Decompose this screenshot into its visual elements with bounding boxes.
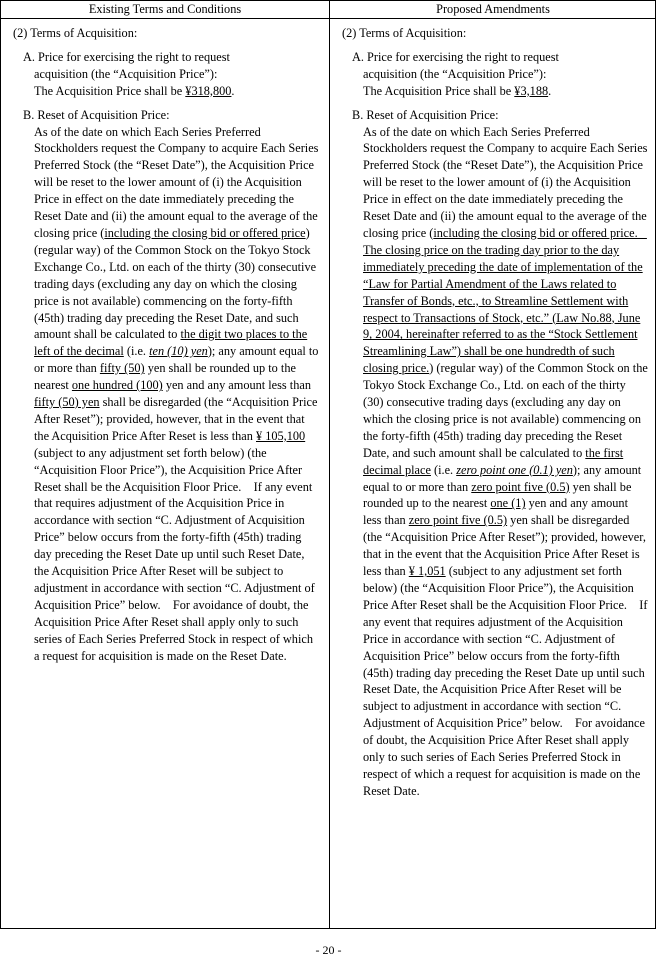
header-proposed: Proposed Amendments: [436, 2, 550, 16]
header-existing: Existing Terms and Conditions: [88, 2, 242, 16]
existing-b-underline-6: fifty (50) yen: [34, 395, 100, 410]
existing-b-text-8: (subject to any adjustment set forth below) (the “Acquisition Floor Price”), the Acquisition Price After Reset shall be the Acquisition Floor Price. If any event that requires adjustment of the Acquisition Price in accordance with section “C. Adjustment of Acquisition Price” below occurs from the forty-fifth (45th) trading day preceding the Reset Date up until such Reset Date, the Acquisition Price After Reset will be subject to adjustment in accordance with section “C. Adjustment of Acquisition Price” below. For avoidance of doubt, the Acquisition Price After Reset shall apply only to such series of Each Series Preferred Stock in respect of which a request for acquisition is made on the Reset Date.: [34, 445, 315, 663]
existing-b-underline-3: [149, 344, 208, 358]
existing-b-underline-7: ¥ 105,100: [256, 428, 306, 443]
existing-terms-column: [13, 25, 319, 665]
proposed-b-underline-4: zero point five (0.5): [471, 479, 570, 494]
existing-b-text-6: yen and any amount less than: [162, 378, 311, 393]
existing-b-italic-3: ten (10) yen: [149, 344, 208, 359]
proposed-b-underline-2: the first decimal place: [363, 445, 624, 477]
proposed-b-label: B. Reset of Acquisition Price:: [352, 107, 499, 122]
proposed-section-title: (2) Terms of Acquisition:: [342, 26, 467, 40]
proposed-a-price-text: The Acquisition Price shall be: [363, 83, 515, 98]
proposed-b-underline-5: one (1): [490, 496, 526, 511]
existing-b-label: B. Reset of Acquisition Price:: [23, 107, 170, 122]
existing-b-text-1: As of the date on which Each Series Preferred Stockholders request the Company to acquire Each Series Preferred Stock (the “Reset Date”), the Acquisition Price will be reset to the lower amount of (i) the Acquisition Price in effect on the date immediately preceding the Reset Date and (ii) the amount equal to the average of the closing price (: [34, 124, 319, 240]
proposed-a-price: ¥3,188: [514, 83, 549, 98]
proposed-item-a: [352, 49, 648, 100]
existing-a-line3: [34, 83, 319, 100]
existing-b-underline-4: fifty (50): [99, 361, 145, 376]
existing-a-period: .: [231, 83, 235, 98]
proposed-b-text-5: yen shall be rounded up to the nearest: [363, 479, 632, 511]
existing-item-a: [23, 49, 319, 100]
proposed-b-text-1: As of the date on which Each Series Preferred Stockholders request the Company to acquire Each Series Preferred Stock (the “Reset Date”), the Acquisition Price will be reset to the lower amount of (i) the Acquisition Price in effect on the date immediately preceding the Reset Date and (ii) the amount equal to the average of the closing price (: [363, 124, 648, 240]
existing-section-title: (2) Terms of Acquisition:: [13, 26, 138, 40]
proposed-b-underline-6: zero point five (0.5): [408, 513, 508, 528]
proposed-a-line3: [363, 83, 648, 100]
existing-b-underline-1: including the closing bid or offered price: [104, 225, 306, 240]
existing-a-price: ¥318,800: [185, 83, 232, 98]
existing-a-line2: acquisition (the “Acquisition Price”):: [34, 66, 218, 81]
existing-b-text-7: shall be disregarded (the “Acquisition Price After Reset”); provided, however, that in the event that the Acquisition Price After Reset is less than: [34, 395, 318, 443]
proposed-amendments-column: [342, 25, 648, 800]
proposed-item-b: [352, 107, 648, 800]
proposed-a-label: A. Price for exercising the right to request: [352, 49, 559, 64]
proposed-b-underline-7: ¥ 1,051: [408, 564, 446, 579]
existing-b-text-2: ) (regular way) of the Common Stock on the Tokyo Stock Exchange Co., Ltd. on each of the thirty (30) consecutive trading days (excluding any day on which the closing price is not available) commencing on the forty-fifth (45th) trading day preceding the Reset Date, and such amount shall be calculated to: [34, 225, 317, 342]
proposed-b-text-8: (subject to any adjustment set forth below) (the “Acquisition Floor Price”), the Acquisition Price After Reset shall be the Acquisition Floor Price. If any event that requires adjustment of the Acquisition Price in accordance with section “C. Adjustment of Acquisition Price” below occurs from the forty-fifth (45th) trading day preceding the Reset Date up until such Reset Date, the Acquisition Price After Reset will be subject to adjustment in accordance with section “C. Adjustment of Acquisition Price” below. For avoidance of doubt, the Acquisition Price After Reset shall apply only to such series of Each Series Preferred Stock in respect of which a request for acquisition is made on the Reset Date.: [363, 564, 648, 798]
proposed-b-body: [363, 124, 648, 800]
proposed-a-period: .: [548, 83, 552, 98]
proposed-b-underline-3: [456, 463, 573, 477]
proposed-b-text-4: ); any amount equal to or more than: [363, 462, 642, 494]
proposed-b-italic-3: zero point one (0.1) yen: [456, 462, 573, 477]
existing-b-underline-2: the digit two places to the left of the decimal: [34, 327, 308, 359]
existing-b-body: [34, 124, 319, 665]
existing-b-text-5: yen shall be rounded up to the nearest: [34, 361, 296, 393]
existing-a-label: A. Price for exercising the right to request: [23, 49, 230, 64]
table-header-row: [1, 1, 655, 19]
proposed-b-text-7: yen shall be disregarded (the “Acquisition Price After Reset”); provided, however, that in the event that the Acquisition Price After Reset is less than: [363, 513, 646, 579]
existing-b-text-4: ); any amount equal to or more than: [34, 344, 319, 376]
existing-a-price-text: The Acquisition Price shall be: [34, 83, 186, 98]
proposed-a-line2: acquisition (the “Acquisition Price”):: [363, 66, 547, 81]
column-divider: [329, 1, 330, 928]
page-number: - 20 -: [315, 943, 342, 957]
proposed-b-text-6: yen and any amount less than: [363, 496, 628, 528]
existing-item-b: [23, 107, 319, 665]
proposed-b-underline-1: including the closing bid or offered price. The closing price on the trading day prior to the day immediately preceding the date of implementation of the “Law for Partial Amendment of the Laws related to Transfer of Bonds, etc., to Streamline Settlement with respect to Transactions of Stock, etc.” (Law No.88, June 9, 2004, hereinafter referred to as the “Stock Settlement Streamlining Law”) shall be one hundredth of such closing price.: [363, 225, 647, 376]
proposed-b-text-2: ) (regular way) of the Common Stock on the Tokyo Stock Exchange Co., Ltd. on each of the thirty (30) consecutive trading days (excluding any day on which the closing price is not available) commencing on the forty-fifth (45th) trading day preceding the Reset Date, and such amount shall be calculated to: [363, 361, 648, 460]
existing-b-underline-5: one hundred (100): [71, 378, 163, 393]
existing-b-text-3: (i.e.: [123, 344, 150, 359]
proposed-b-text-3: (i.e.: [430, 462, 457, 477]
